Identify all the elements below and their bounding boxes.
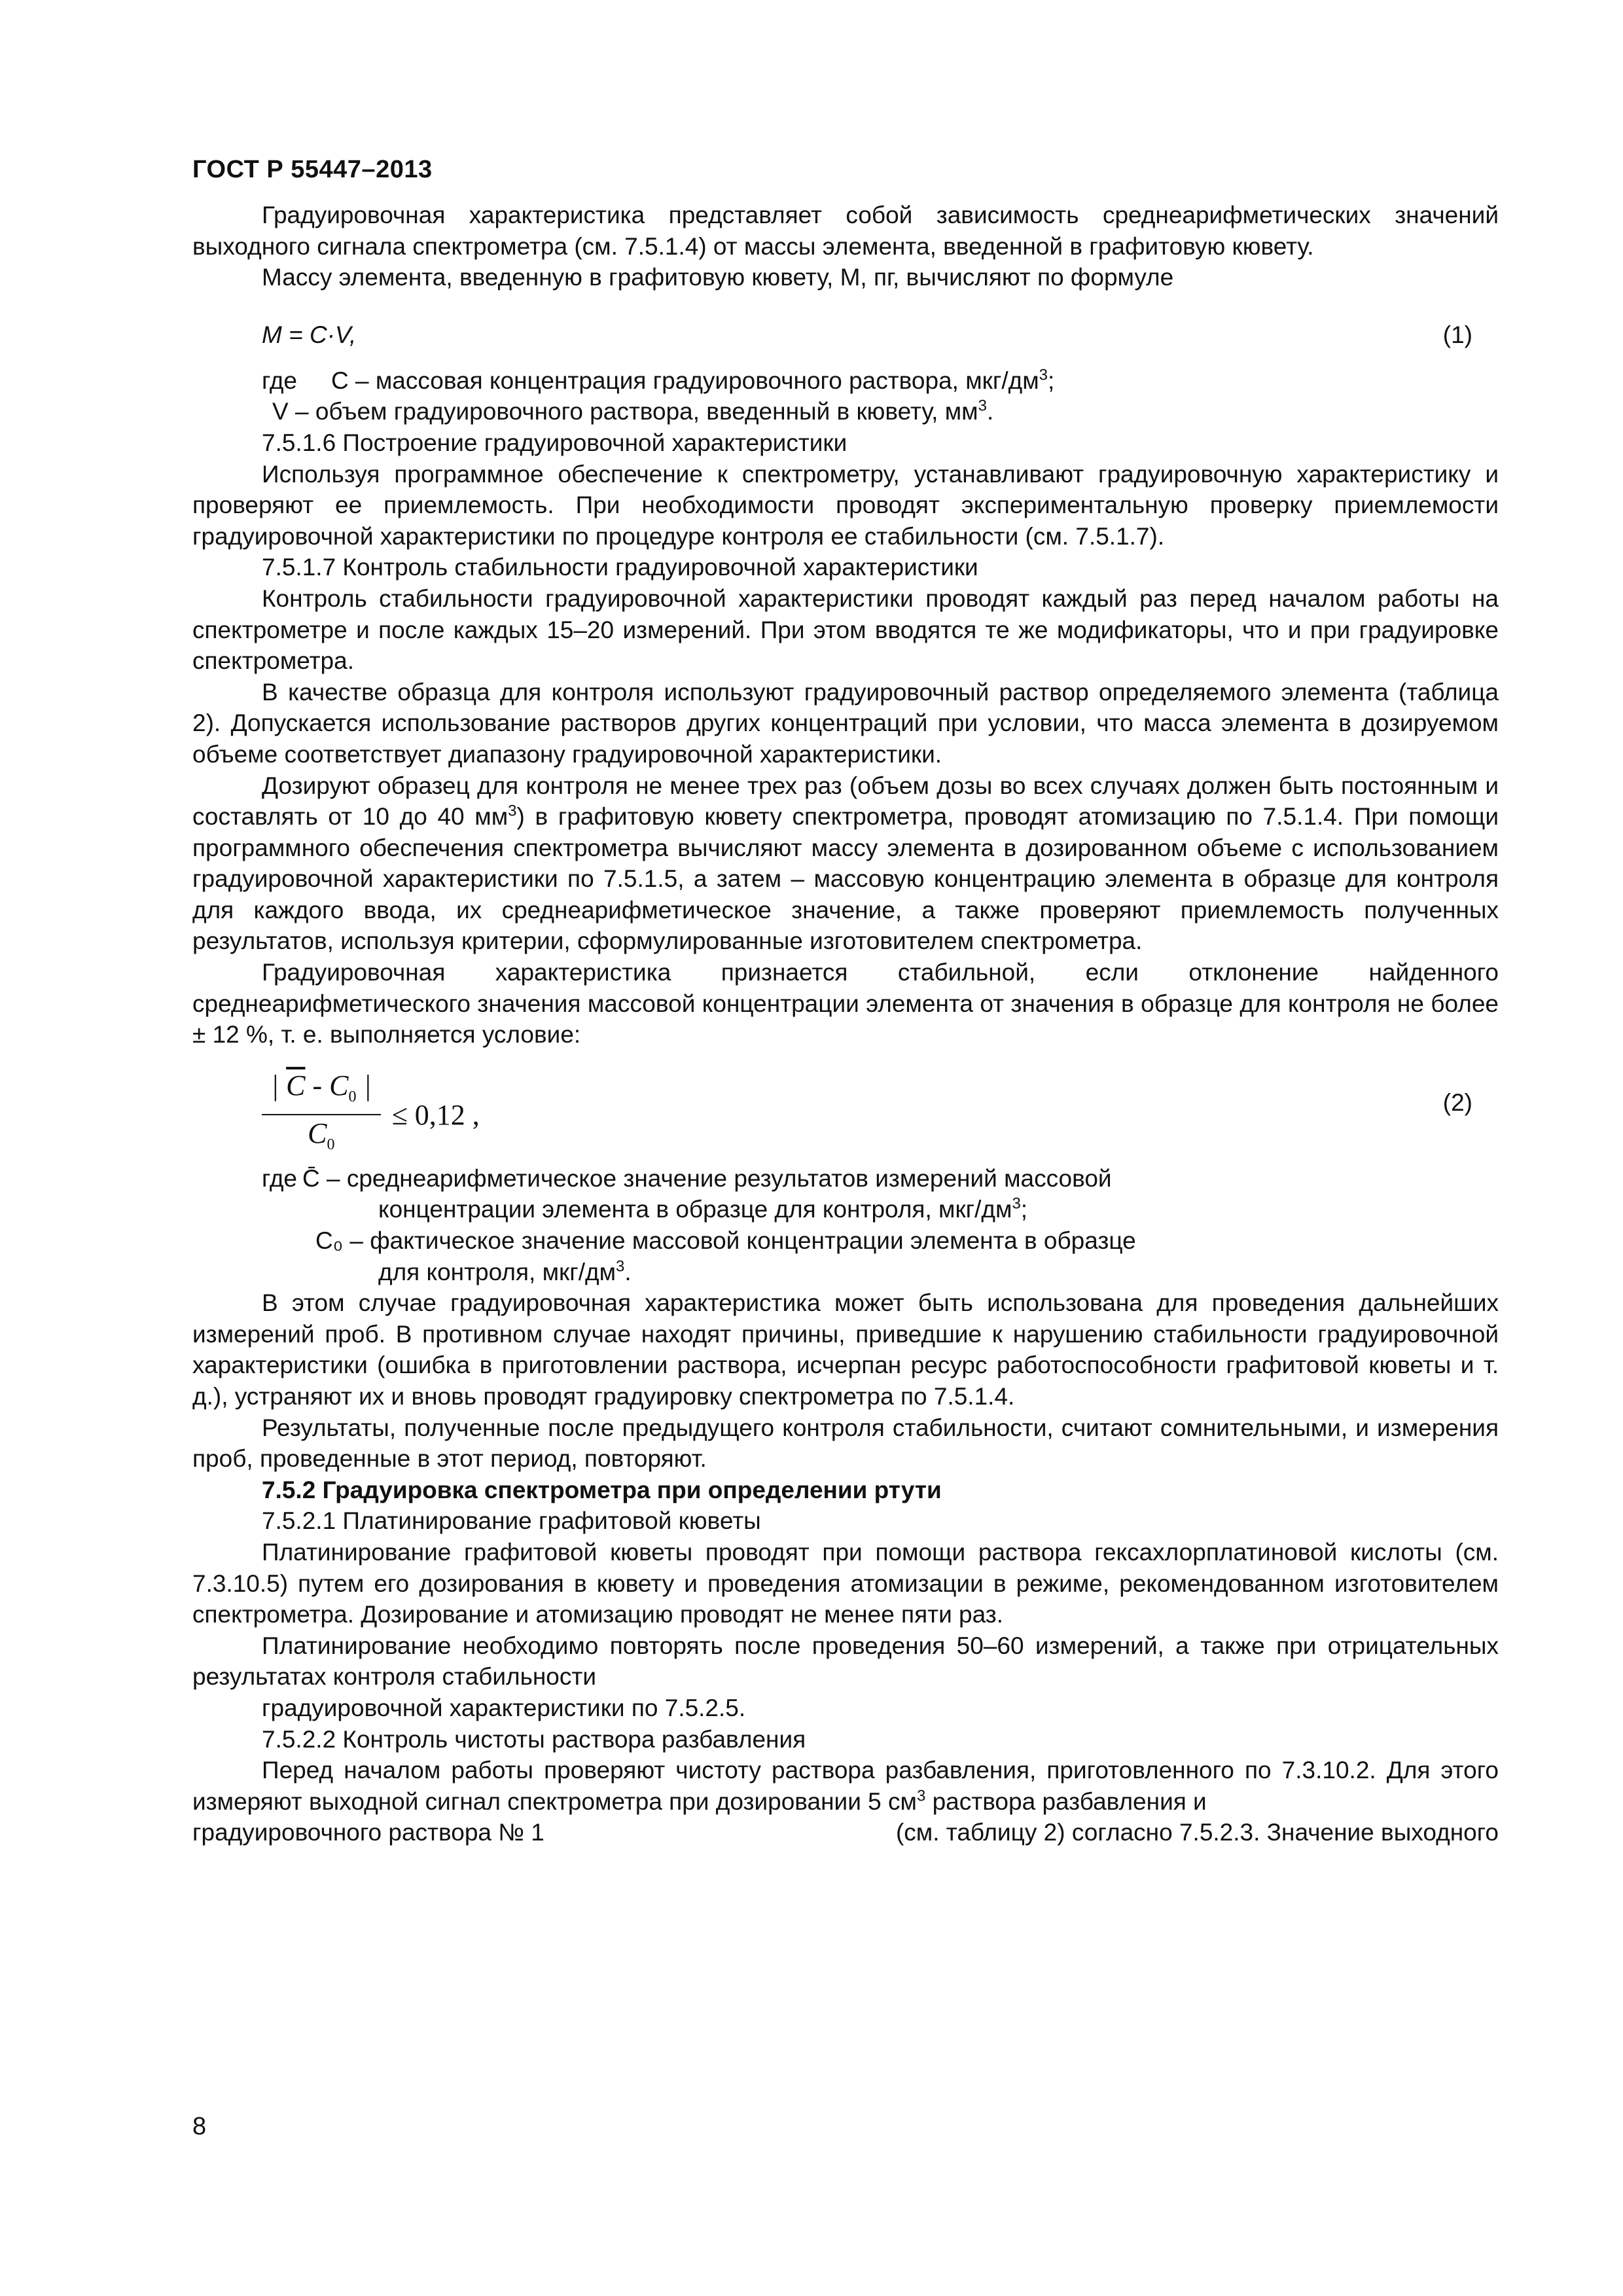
p6-part-b: ) в графитовую кювету спектрометра, проводят атомизацию по 7.5.1.4. При помощи программного обеспечения спектрометра вычисляют массу элемента в дозированном объеме с использованием градуировочной характеристики по 7.5.1.5, а затем – массовую концентрацию элемента в образце для контроля для каждого ввода, их среднеарифметическое значение, а также проверяют приемлемость полученных результатов, используя критерии, сформулированные изготовителем спектрометра. [192, 803, 1499, 955]
formula-1-number: (1) [1442, 321, 1472, 348]
paragraph: Контроль стабильности градуировочной характеристики проводят каждый раз перед началом работы на спектрометре и после каждых 15–20 измерений. При этом вводятся те же модификаторы, что и при градуировке спектрометра. [192, 584, 1499, 675]
formula-1-expression: M = C·V, [262, 321, 357, 348]
superscript: 3 [1039, 366, 1048, 384]
where-c0-cont [192, 1257, 1499, 1288]
formula-2-expression: $\frac{| \overline{C} - C_0 |}{C_0}$ ≤ 0,12 , [262, 1070, 480, 1161]
where-cbar-cont [192, 1194, 1499, 1225]
formula-2 [192, 1050, 1499, 1163]
superscript: 3 [508, 802, 517, 820]
where-cbar-def [192, 1163, 1499, 1194]
where-block-1 [192, 365, 1499, 397]
where-c-def [331, 367, 1054, 394]
p12-left: градуировочного раствора № 1 [192, 1819, 544, 1846]
paragraph: Массу элемента, введенную в графитовую кювету, M, пг, вычисляют по формуле [262, 264, 1174, 291]
paragraph: Используя программное обеспечение к спектрометру, устанавливают градуировочную характеристику и проверяют ее приемлемость. При необходимости проводят экспериментальную проверку приемлемости градуировочной характеристики по процедуре контроля ее стабильности (см. 7.5.1.7). [192, 460, 1499, 550]
where-label: где [262, 1164, 298, 1192]
punct: . [986, 398, 994, 425]
paragraph: В качестве образца для контроля используют градуировочный раствор определяемого элемента (таблица 2). Допускается использование растворов других концентраций при условии, что масса элемента в дозируемом объеме соответствует диапазону градуировочной характеристики. [192, 678, 1499, 768]
paragraph: Результаты, полученные после предыдущего контроля стабильности, считают сомнительными, и измерения проб, проведенные в этот период, повторяют. [192, 1414, 1499, 1473]
where-v-text: V – объем градуировочного раствора, введенный в кювету, мм [272, 398, 978, 425]
p12-part-a: Перед началом работы проверяют чистоту раствора разбавления, приготовленного по 7.3.10.2. Для этого измеряют выходной сигнал спектрометра при дозировании 5 см [192, 1757, 1499, 1815]
paragraph: градуировочной характеристики по 7.5.2.5. [262, 1694, 746, 1721]
section-7522: 7.5.2.2 Контроль чистоты раствора разбавления [262, 1725, 806, 1753]
paragraph-last-line [192, 1817, 1499, 1848]
where-c0-def [192, 1225, 1499, 1257]
where-c0-text: C₀ – фактическое значение массовой концентрации элемента в образце [315, 1227, 1136, 1255]
paragraph [192, 770, 1499, 958]
paragraph [192, 1755, 1499, 1817]
paragraph: Платинирование графитовой кюветы проводят при помощи раствора гексахлорплатиновой кислоты (см. 7.3.10.5) путем его дозирования в кювету и проведения атомизации в режиме, рекомендованном изготовителем спектрометра. Дозирование и атомизацию проводят не менее пяти раз. [192, 1538, 1499, 1628]
p6-part-a: Дозируют образец для контроля не менее трех раз (объем дозы во всех случаях должен быть постоянным и составлять от 10 до 40 мм [192, 772, 1499, 831]
formula-2-comparison: ≤ 0,12 , [391, 1099, 480, 1132]
where-cbar-cont-text: концентрации элемента в образце для контроля, мкг/дм [378, 1196, 1012, 1223]
formula-2-number: (2) [1442, 1088, 1472, 1116]
punct: ; [1020, 1196, 1028, 1223]
punct: ; [1048, 367, 1055, 394]
section-7521: 7.5.2.1 Платинирование графитовой кюветы [262, 1507, 761, 1535]
where-c0-cont-text: для контроля, мкг/дм [378, 1258, 616, 1285]
p12-part-b: раствора разбавления и [925, 1787, 1207, 1815]
formula-1 [192, 293, 1499, 365]
superscript: 3 [616, 1257, 625, 1276]
paragraph: Градуировочная характеристика представляет собой зависимость среднеарифметических значений выходного сигнала спектрометра (см. 7.5.1.4) от массы элемента, введенной в графитовую кювету. [192, 202, 1499, 260]
document-header: ГОСТ Р 55447–2013 [192, 156, 433, 183]
paragraph: Градуировочная характеристика признается стабильной, если отклонение найденного среднеарифметического значения массовой концентрации элемента от значения в образце для контроля не более ± 12 %, т. е. выполняется условие: [192, 959, 1499, 1049]
where-v-def [192, 396, 1499, 427]
page-number: 8 [192, 2113, 207, 2140]
section-7517: 7.5.1.7 Контроль стабильности градуировочной характеристики [262, 554, 978, 581]
punct: . [624, 1258, 632, 1285]
paragraph: В этом случае градуировочная характеристика может быть использована для проведения дальнейших измерений проб. В противном случае находят причины, приведшие к нарушению стабильности градуировочной характеристики (ошибка в приготовлении раствора, исчерпан ресурс работоспособности графитовой кюветы и т. д.), устраняют их и вновь проводят градуировку спектрометра по 7.5.1.4. [192, 1289, 1499, 1410]
p12-right: (см. таблицу 2) согласно 7.5.2.3. Значение выходного [895, 1819, 1499, 1846]
section-752: 7.5.2 Градуировка спектрометра при определении ртути [262, 1476, 942, 1503]
document-body [192, 200, 1499, 1848]
section-7516: 7.5.1.6 Построение градуировочной характеристики [262, 429, 847, 456]
superscript: 3 [1012, 1195, 1021, 1213]
paragraph: Платинирование необходимо повторять после проведения 50–60 измерений, а также при отрицательных результатах контроля стабильности [192, 1632, 1499, 1691]
where-c-text: C – массовая концентрация градуировочного раствора, мкг/дм [331, 367, 1039, 394]
where-cbar-text: C̄ – среднеарифметическое значение результатов измерений массовой [302, 1164, 1112, 1192]
superscript: 3 [916, 1787, 926, 1805]
superscript: 3 [978, 397, 987, 416]
where-label: где [262, 367, 298, 394]
